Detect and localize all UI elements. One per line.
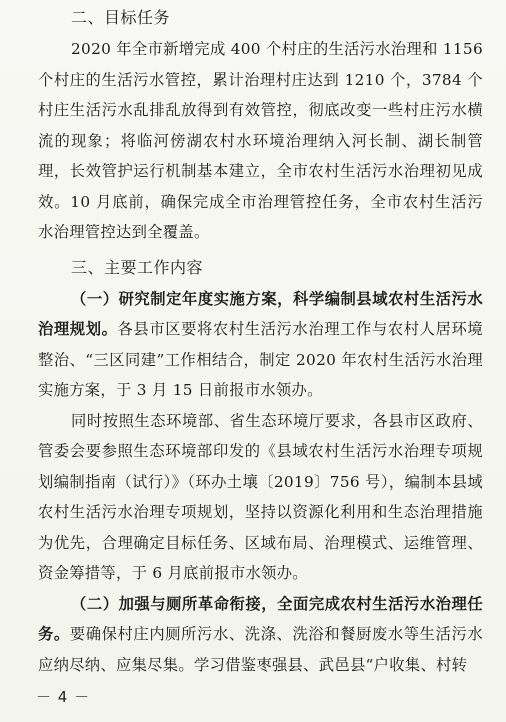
section-heading-main-work: 三、主要工作内容	[71, 257, 204, 277]
work-item-1-continuation-paragraph: 同时按照生态环境部、省生态环境厅要求，各县市区政府、管委会要参照生态环境部印发的《县域农村生活污水治理专项规划编制指南（试行）》（环办土壤〔2019〕756 号），编制本县域农村生活污水治理专项规划，坚持以资源化利用和生态治理措施为优先，合理确定目标任务、区域布局、治理模式、运维管理、资金筹措等，于 6 月底前报市水领办。	[38, 411, 483, 582]
work-item-2-body: 要确保村庄内厕所污水、洗涤、洗浴和餐厨废水等生活污水应纳尽纳、应集尽集。学习借鉴枣强县、武邑县“户收集、村转	[38, 625, 483, 674]
work-item-1-paragraph	[38, 284, 483, 406]
page-number: － 4 －	[36, 688, 91, 706]
work-item-2-paragraph	[38, 589, 483, 681]
goals-paragraph: 2020 年全市新增完成 400 个村庄的生活污水治理和 1156 个村庄的生活污水管控，累计治理村庄达到 1210 个，3784 个村庄生活污水乱排乱放得到有效管控，彻底改变一些村庄污水横流的现象；将临河傍湖农村水环境治理纳入河长制、湖长制管理，长效管护运行机制基本建立，全市农村生活污水治理初见成效。10 月底前，确保完成全市治理管控任务，全市农村生活污水治理管控达到全覆盖。	[38, 40, 483, 241]
section-heading-goals: 二、目标任务	[71, 8, 171, 27]
work-item-1-lead: （一）研究制定年度实施方案，科学编制县域农村生活污水治理规划。	[38, 289, 483, 338]
work-item-1-body: 各县市区要将农村生活污水治理工作与农村人居环境整治、“三区同建”工作相结合，制定 2020 年农村生活污水治理实施方案，于 3 月 15 日前报市水领办。	[38, 320, 483, 399]
work-item-2-lead: （二）加强与厕所革命衔接，全面完成农村生活污水治理任务。	[38, 594, 483, 643]
document-body	[38, 4, 483, 680]
